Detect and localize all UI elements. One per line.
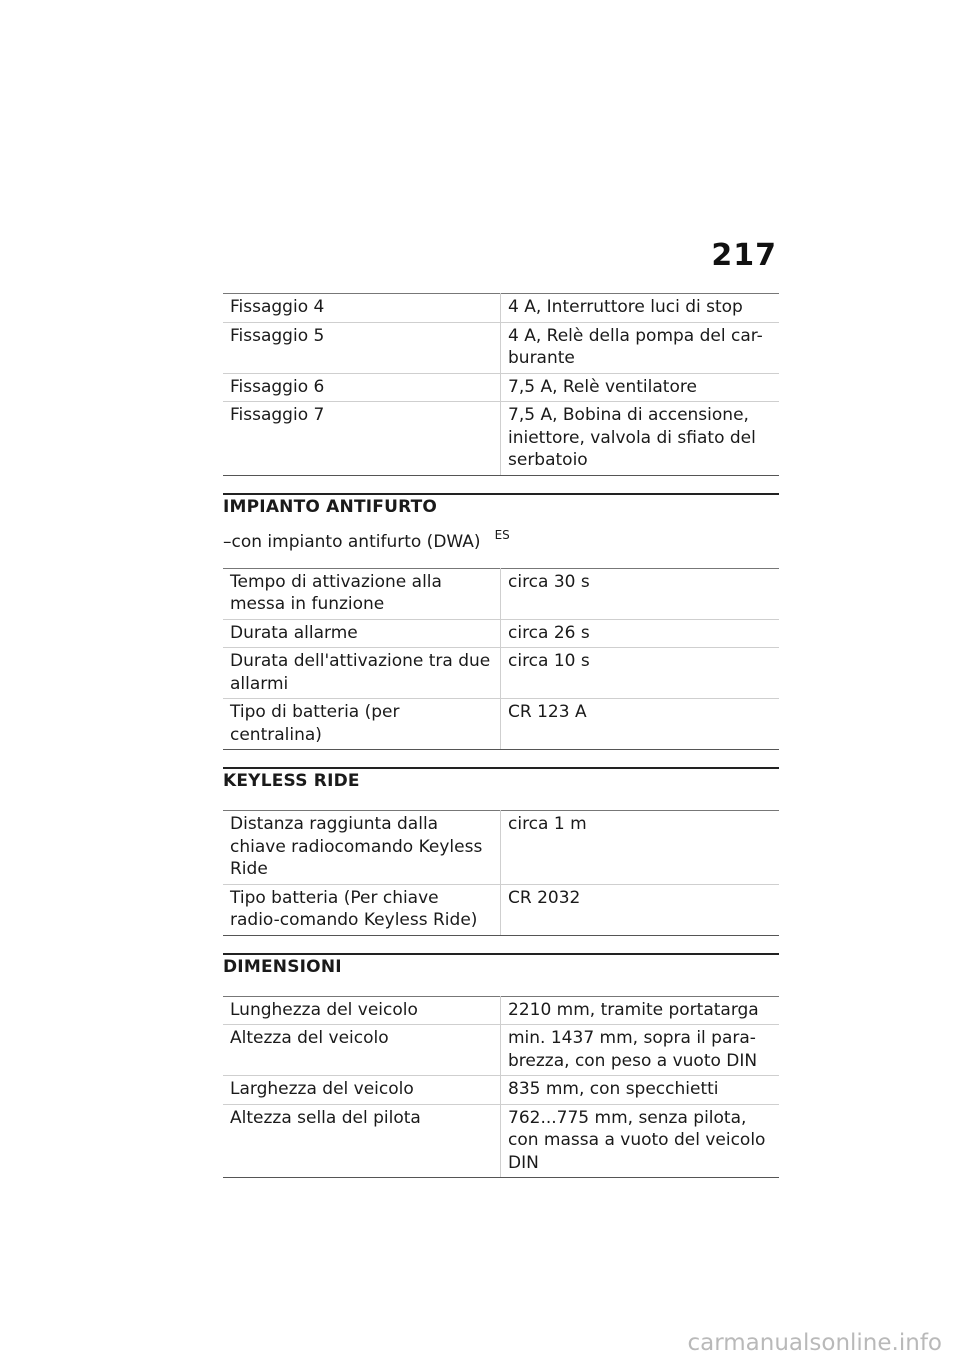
page-number: 217 — [711, 238, 777, 273]
antitheft-table — [223, 568, 779, 751]
table-row — [223, 884, 779, 935]
section-title-antitheft: IMPIANTO ANTIFURTO — [223, 493, 779, 521]
fuse-label: Fissaggio 5 — [223, 322, 501, 373]
table-row — [223, 322, 779, 373]
spec-label: Durata dell'attivazione tra due allarmi — [223, 648, 501, 699]
fuse-label: Fissaggio 6 — [223, 373, 501, 402]
spec-value: min. 1437 mm, sopra il para-brezza, con peso a vuoto DIN — [501, 1025, 780, 1076]
spec-label: Larghezza del veicolo — [223, 1076, 501, 1105]
spec-label: Tipo batteria (Per chiave radio-comando Keyless Ride) — [223, 884, 501, 935]
spec-label: Altezza sella del pilota — [223, 1104, 501, 1178]
spacer — [223, 553, 779, 568]
fuse-value: 4 A, Relè della pompa del car-burante — [501, 322, 780, 373]
fuse-label: Fissaggio 4 — [223, 294, 501, 323]
table-row — [223, 1025, 779, 1076]
spec-label: Tempo di attivazione alla messa in funzione — [223, 568, 501, 619]
spec-value: CR 2032 — [501, 884, 780, 935]
table-row — [223, 1076, 779, 1105]
antitheft-note-sup: ES — [494, 527, 510, 542]
table-row — [223, 996, 779, 1025]
antitheft-note-text: –con impianto antifurto (DWA) — [223, 531, 481, 552]
spec-value: circa 10 s — [501, 648, 780, 699]
keyless-table — [223, 810, 779, 936]
fuse-value: 7,5 A, Relè ventilatore — [501, 373, 780, 402]
antitheft-note — [223, 524, 779, 553]
spec-label: Tipo di batteria (per centralina) — [223, 699, 501, 750]
spacer — [223, 795, 779, 810]
fuse-value: 7,5 A, Bobina di accensione, iniettore, valvola di sfiato del serbatoio — [501, 402, 780, 476]
spec-value: 2210 mm, tramite portatarga — [501, 996, 780, 1025]
table-row — [223, 294, 779, 323]
fuse-value: 4 A, Interruttore luci di stop — [501, 294, 780, 323]
section-title-dimensions: DIMENSIONI — [223, 953, 779, 981]
table-row — [223, 619, 779, 648]
table-row — [223, 373, 779, 402]
watermark: carmanualsonline.info — [687, 1330, 942, 1356]
spec-value: circa 1 m — [501, 811, 780, 885]
spec-label: Lunghezza del veicolo — [223, 996, 501, 1025]
spec-label: Durata allarme — [223, 619, 501, 648]
table-row — [223, 811, 779, 885]
spec-label: Altezza del veicolo — [223, 1025, 501, 1076]
table-row — [223, 648, 779, 699]
dimensions-table — [223, 996, 779, 1179]
page-content — [223, 293, 779, 1178]
section-title-keyless: KEYLESS RIDE — [223, 767, 779, 795]
spacer — [223, 981, 779, 996]
spec-value: circa 26 s — [501, 619, 780, 648]
table-row — [223, 699, 779, 750]
table-row — [223, 402, 779, 476]
table-row — [223, 1104, 779, 1178]
table-row — [223, 568, 779, 619]
spec-value: 835 mm, con specchietti — [501, 1076, 780, 1105]
fuse-table — [223, 293, 779, 476]
spec-label: Distanza raggiunta dalla chiave radiocomando Keyless Ride — [223, 811, 501, 885]
spec-value: CR 123 A — [501, 699, 780, 750]
fuse-label: Fissaggio 7 — [223, 402, 501, 476]
spec-value: circa 30 s — [501, 568, 780, 619]
spec-value: 762...775 mm, senza pilota, con massa a vuoto del veicolo DIN — [501, 1104, 780, 1178]
